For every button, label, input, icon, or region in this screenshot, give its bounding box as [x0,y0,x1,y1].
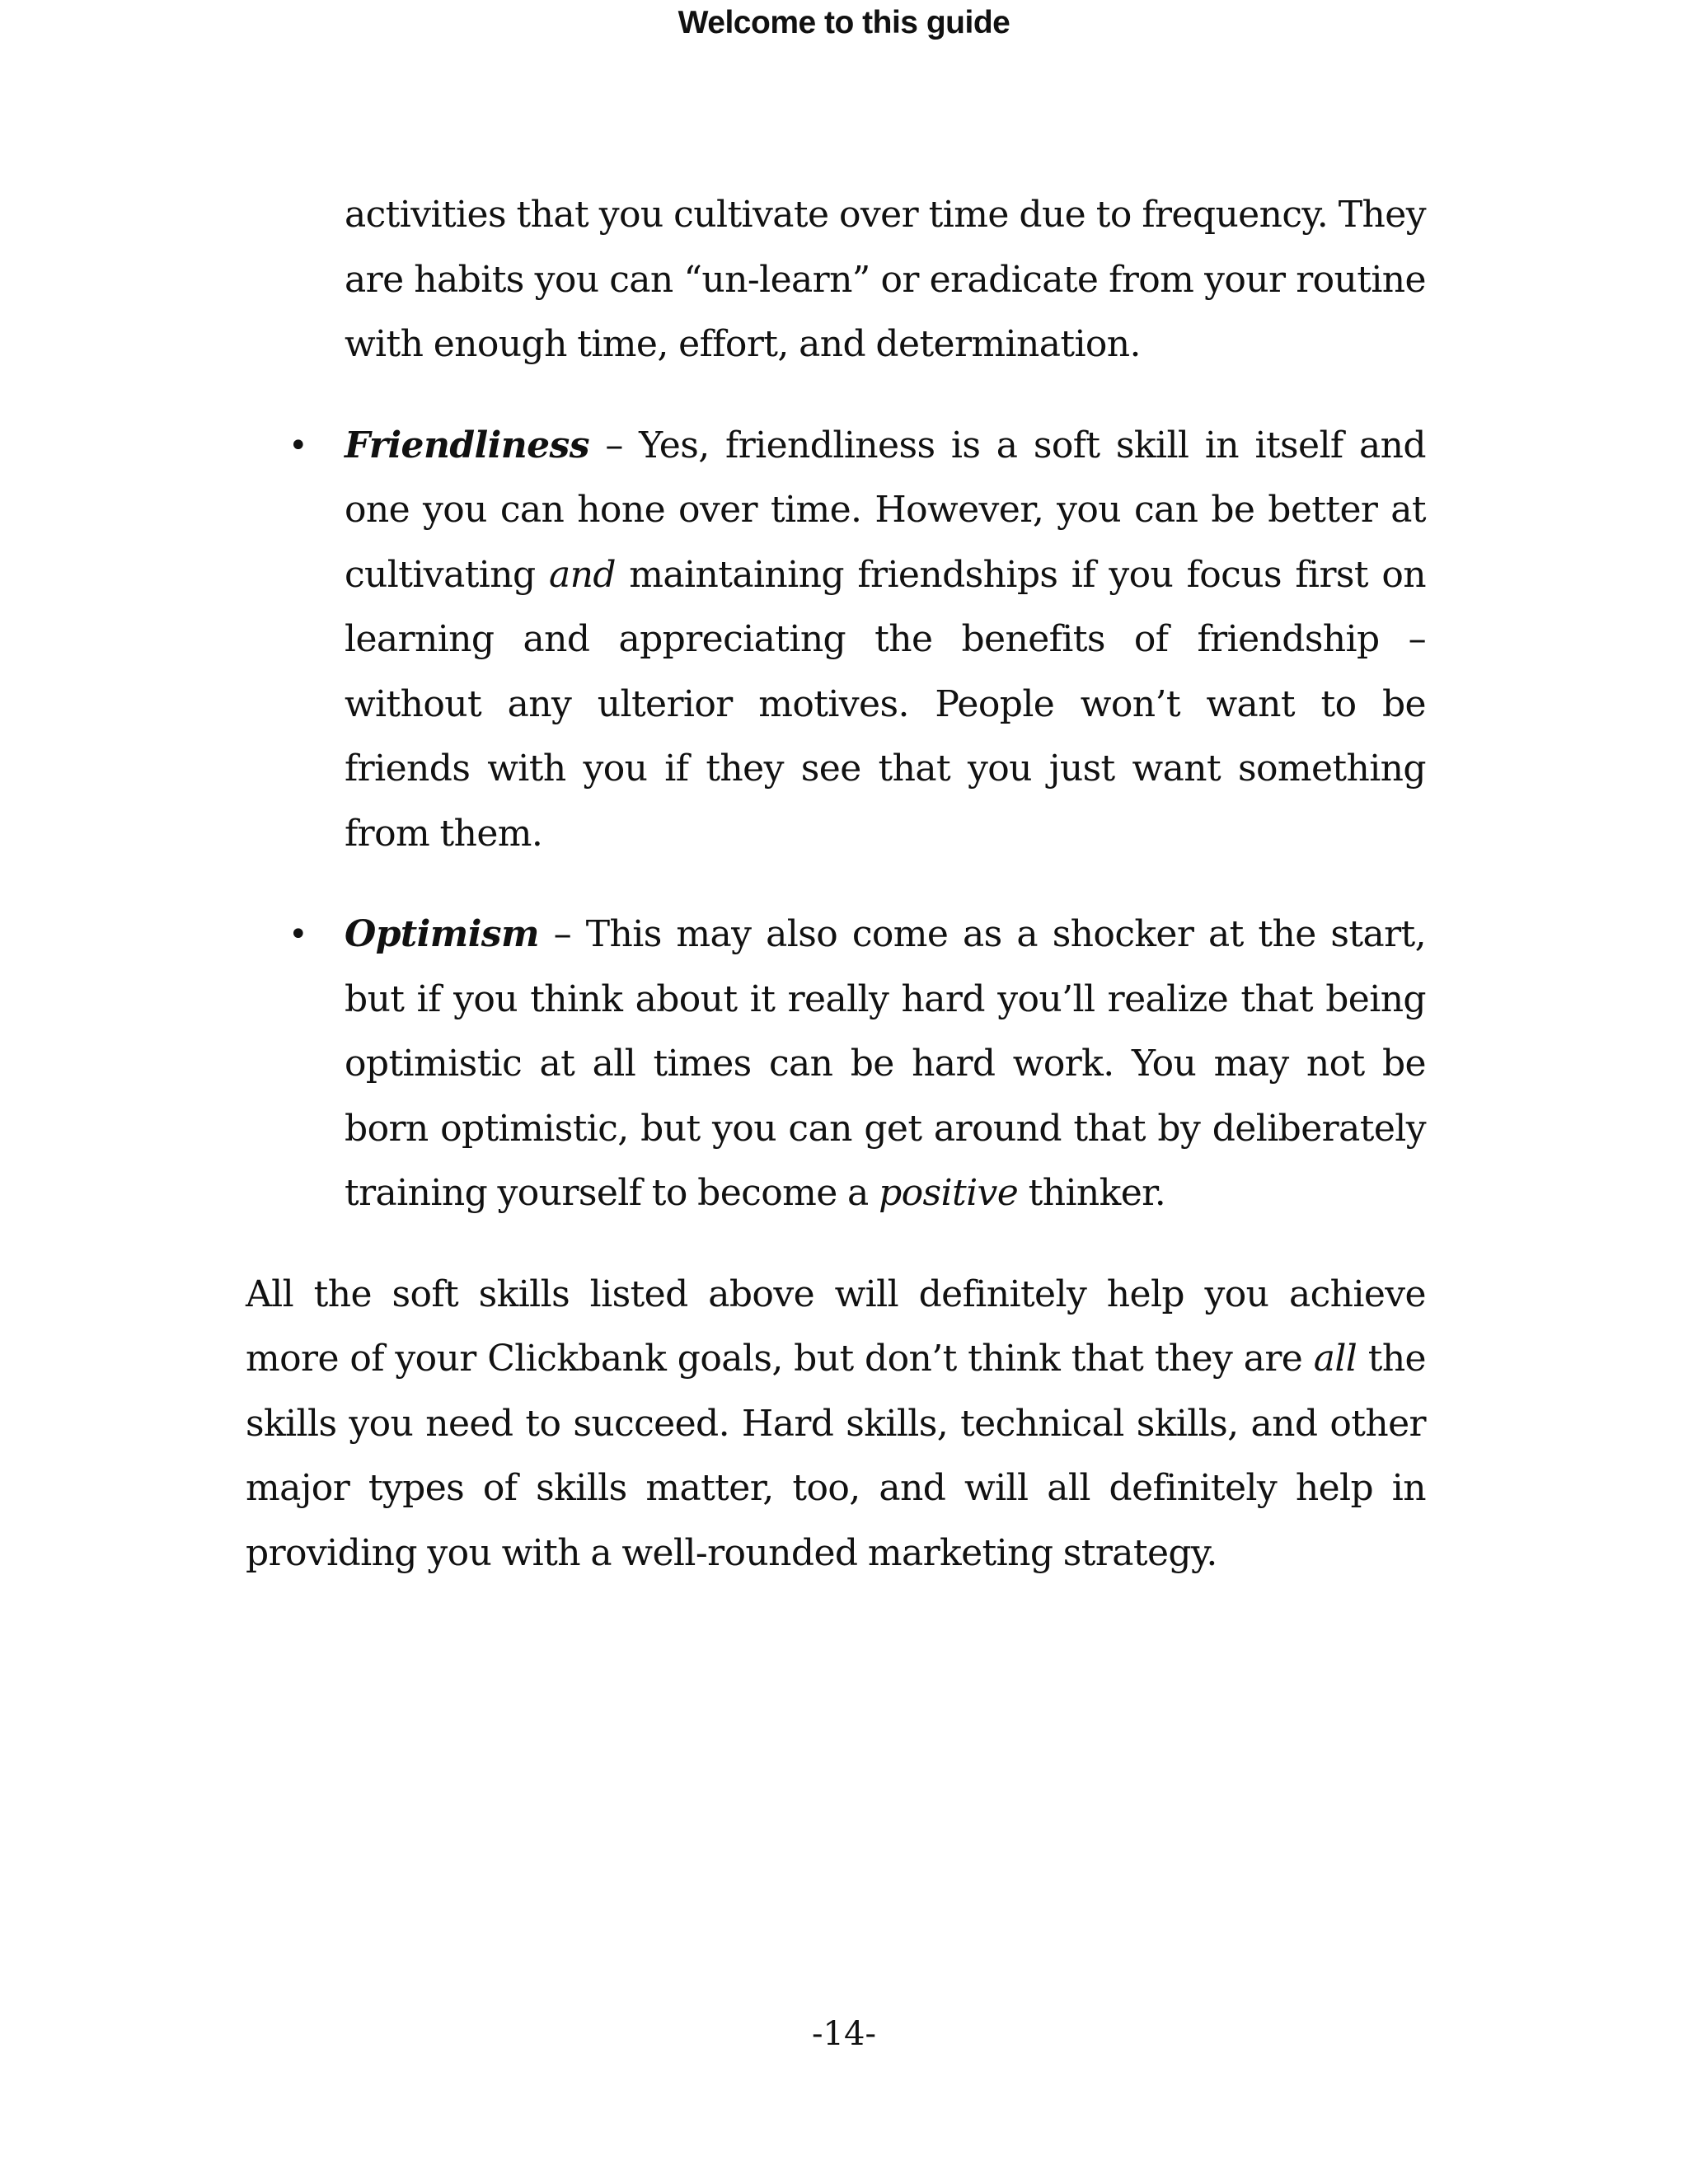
list-item-text [345,902,1426,1226]
skill-description: – Yes, friendliness is a soft skill in itself and one you can hone over time. However, you can be better at cultivating [345,424,1426,596]
emphasis-text: and [548,553,616,596]
paragraph-text: All the soft skills listed above will definitely help you achieve more of your Clickbank goals, but don’t think that they are [246,1272,1426,1380]
list-item-text [345,414,1426,867]
closing-paragraph [246,1263,1426,1586]
emphasis-text: all [1313,1338,1357,1380]
page-content [246,183,1426,1586]
paragraph-text-continued: the skills you need to succeed. Hard skills, technical skills, and other major types of skills matter, too, and will all definitely help in providing you with a well-rounded marketing strategy. [246,1338,1426,1574]
skill-term: Optimism [345,913,539,955]
running-header: Welcome to this guide [678,5,1010,40]
list-item-optimism [288,902,1426,1226]
skill-description-continued: thinker. [1018,1172,1166,1214]
skill-term: Friendliness [345,424,589,466]
continuation-text: activities that you cultivate over time due to frequency. They are habits you can “un-learn” or eradicate from your routine with enough time, effort, and determination. [345,194,1426,365]
page-number: -14- [812,2015,876,2053]
soft-skills-list [246,183,1426,1226]
list-item-friendliness [288,414,1426,867]
bullet-dot-icon: • [288,426,307,465]
list-item-continuation [345,183,1426,377]
skill-description-continued: maintaining friendships if you focus first on learning and appreciating the benefits of friendship – without any ulterior motives. People won’t want to be friends with you if they see that you just want something from them. [345,553,1426,855]
bullet-dot-icon: • [288,916,307,954]
skill-description: – This may also come as a shocker at the start, but if you think about it really hard you’ll realize that being optimistic at all times can be hard work. You may not be born optimistic, but you can get around that by deliberately training yourself to become a [345,913,1426,1214]
emphasis-text: positive [879,1172,1019,1214]
